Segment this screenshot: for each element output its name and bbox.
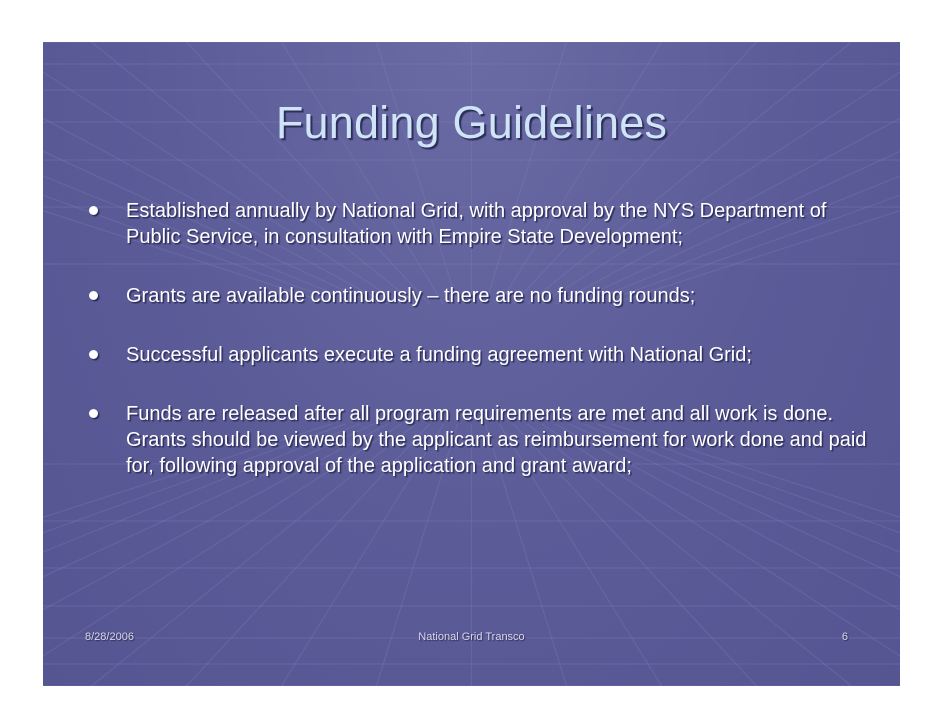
bullet-icon [89, 350, 98, 359]
bullet-text: Successful applicants execute a funding agreement with National Grid; [126, 344, 752, 366]
bullet-item [87, 283, 867, 309]
bullet-icon [89, 206, 98, 215]
bullet-icon [89, 409, 98, 418]
bullet-icon [89, 291, 98, 300]
footer-date: 8/28/2006 [85, 631, 134, 643]
bullet-text: Funds are released after all program requirements are met and all work is done. Grants should be viewed by the applicant as reimbursement for work done and paid for, following approval of the application and grant award; [126, 403, 867, 477]
slide [43, 42, 900, 686]
bullet-item [87, 401, 867, 479]
slide-title: Funding Guidelines [275, 97, 668, 148]
slide-number: 6 [841, 631, 848, 643]
bullet-item [87, 342, 867, 368]
bullet-list [87, 198, 867, 479]
bullet-text: Grants are available continuously – there are no funding rounds; [126, 285, 696, 307]
footer-presenter: National Grid Transco [418, 631, 525, 643]
bullet-text: Established annually by National Grid, with approval by the NYS Department of Public Service, in consultation with Empire State Development; [126, 200, 827, 248]
bullet-item [87, 198, 867, 250]
